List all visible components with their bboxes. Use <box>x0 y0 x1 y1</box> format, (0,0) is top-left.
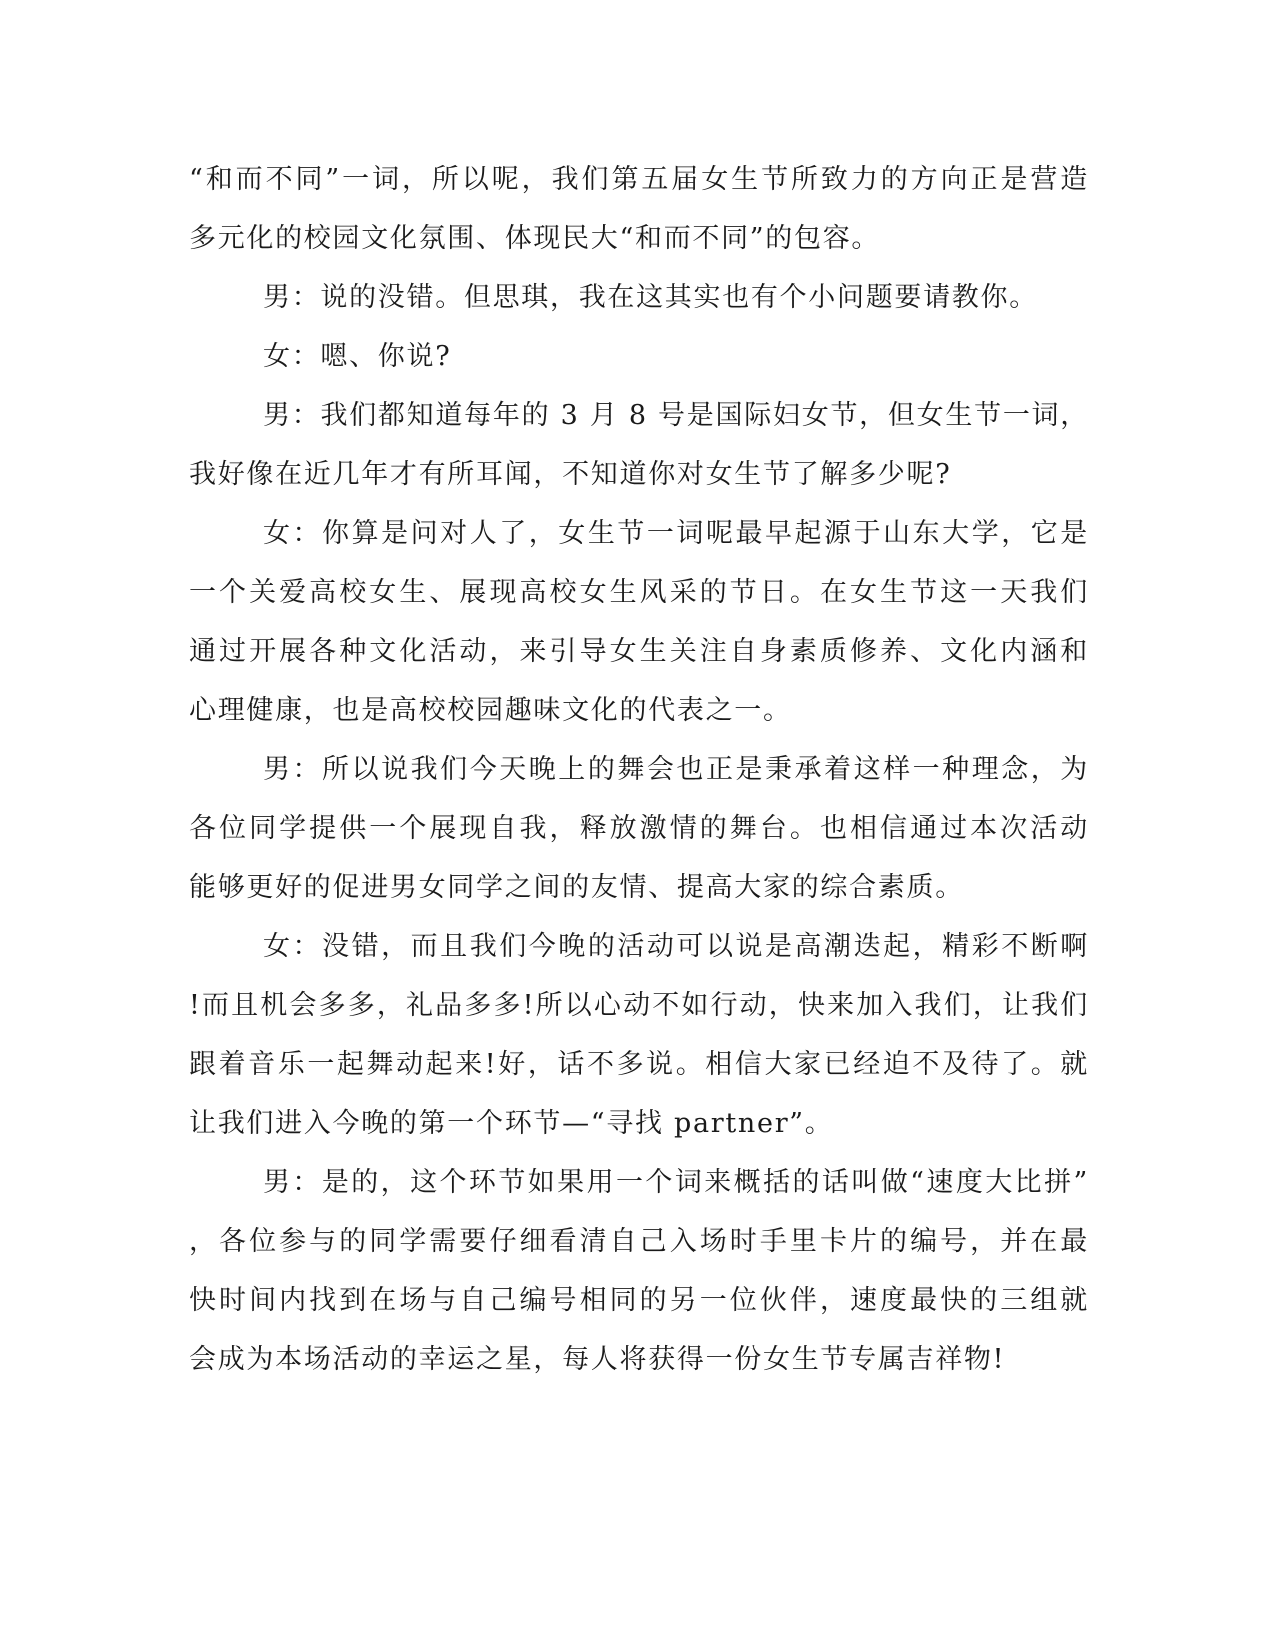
text-line: 跟着音乐一起舞动起来!好，话不多说。相信大家已经迫不及待了。就 <box>189 1049 1089 1080</box>
text-line: “和而不同”一词，所以呢，我们第五届女生节所致力的方向正是营造 <box>189 164 1089 195</box>
text-line: 心理健康，也是高校校园趣味文化的代表之一。 <box>189 695 792 726</box>
text-line: 一个关爱高校女生、展现高校女生风采的节日。在女生节这一天我们 <box>189 577 1089 608</box>
text-line: 让我们进入今晚的第一个环节—“寻找 partner”。 <box>189 1108 834 1139</box>
text-line: 女：你算是问对人了，女生节一词呢最早起源于山东大学，它是 <box>263 518 1089 549</box>
text-line: 快时间内找到在场与自己编号相同的另一位伙伴，速度最快的三组就 <box>189 1285 1089 1316</box>
text-line: 男：所以说我们今天晚上的舞会也正是秉承着这样一种理念，为 <box>263 754 1089 785</box>
text-line: 女：嗯、你说? <box>263 341 452 372</box>
text-line: !而且机会多多，礼品多多!所以心动不如行动，快来加入我们，让我们 <box>189 990 1089 1021</box>
text-line: 会成为本场活动的幸运之星，每人将获得一份女生节专属吉祥物! <box>189 1344 1006 1375</box>
text-line: 能够更好的促进男女同学之间的友情、提高大家的综合素质。 <box>189 872 964 903</box>
text-line: 男：我们都知道每年的 3 月 8 号是国际妇女节，但女生节一词， <box>263 400 1089 431</box>
text-line: 男：说的没错。但思琪，我在这其实也有个小问题要请教你。 <box>263 282 1038 313</box>
text-line: 男：是的，这个环节如果用一个词来概括的话叫做“速度大比拼” <box>263 1167 1089 1198</box>
text-line: 各位同学提供一个展现自我，释放激情的舞台。也相信通过本次活动 <box>189 813 1089 844</box>
text-line: ，各位参与的同学需要仔细看清自己入场时手里卡片的编号，并在最 <box>189 1226 1089 1257</box>
text-line: 我好像在近几年才有所耳闻，不知道你对女生节了解多少呢? <box>189 459 952 490</box>
text-line: 多元化的校园文化氛围、体现民大“和而不同”的包容。 <box>189 223 881 254</box>
text-line: 通过开展各种文化活动，来引导女生关注自身素质修养、文化内涵和 <box>189 636 1089 667</box>
text-line: 女：没错，而且我们今晚的活动可以说是高潮迭起，精彩不断啊 <box>263 931 1089 962</box>
